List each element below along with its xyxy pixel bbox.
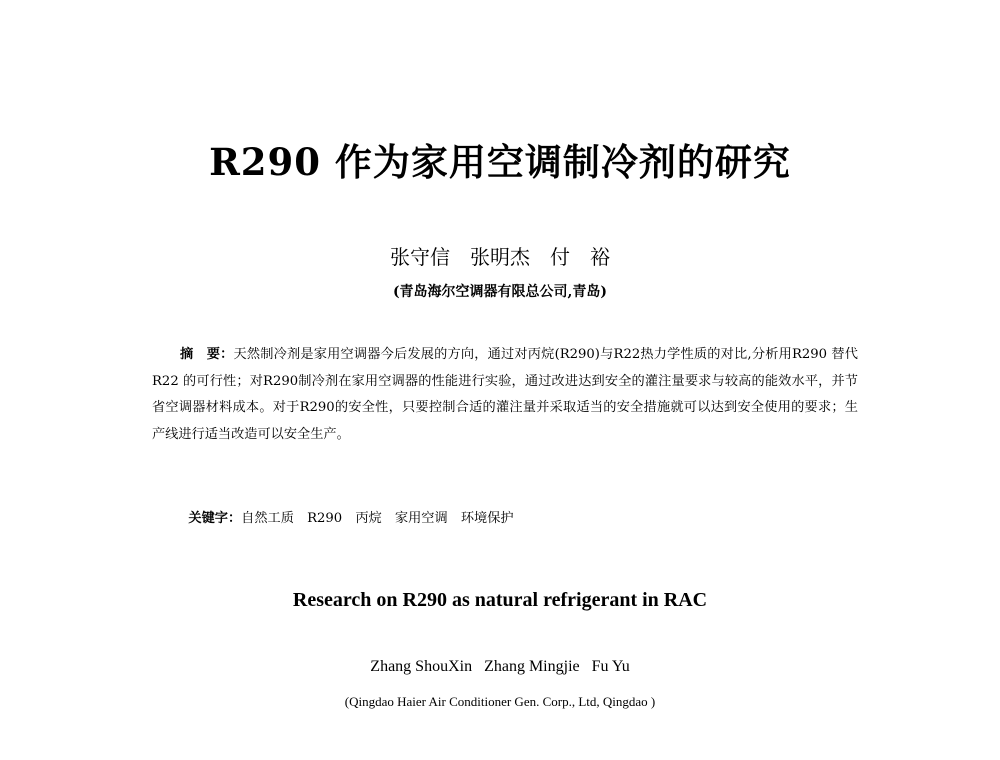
keywords-text: 自然工质 R290 丙烷 家用空调 环境保护: [241, 511, 514, 526]
paper-title-cn: R290 作为家用空调制冷剂的研究: [209, 140, 791, 184]
abstract-paragraph: [152, 342, 858, 448]
affiliation-cn: (青岛海尔空调器有限总公司,青岛): [392, 284, 608, 300]
abstract-text: 天然制冷剂是家用空调器今后发展的方向，通过对丙烷(R290)与R22热力学性质的对比,分析用R290 替代R22 的可行性；对R290制冷剂在家用空调器的性能进行实验，通过改进达到安全的灌注量要求与较高的能效水平，并节省空调器材料成本。对于R290的安全性，只要控制合适的灌注量并采取适当的安全措施就可以达到安全使用的要求；生产线进行适当改造可以安全生产。: [152, 347, 858, 442]
affiliation-en: (Qingdao Haier Air Conditioner Gen. Corp., Ltd, Qingdao ): [344, 694, 656, 709]
abstract-label: 摘 要：: [180, 347, 234, 362]
keywords-label: 关键字：: [188, 511, 242, 526]
authors-cn: 张守信 张明杰 付 裕: [390, 245, 610, 269]
authors-en: Zhang ShouXin Zhang Mingjie Fu Yu: [370, 658, 630, 675]
keywords-line: [180, 480, 514, 532]
paper-title-en: Research on R290 as natural refrigerant in RAC: [292, 589, 708, 611]
